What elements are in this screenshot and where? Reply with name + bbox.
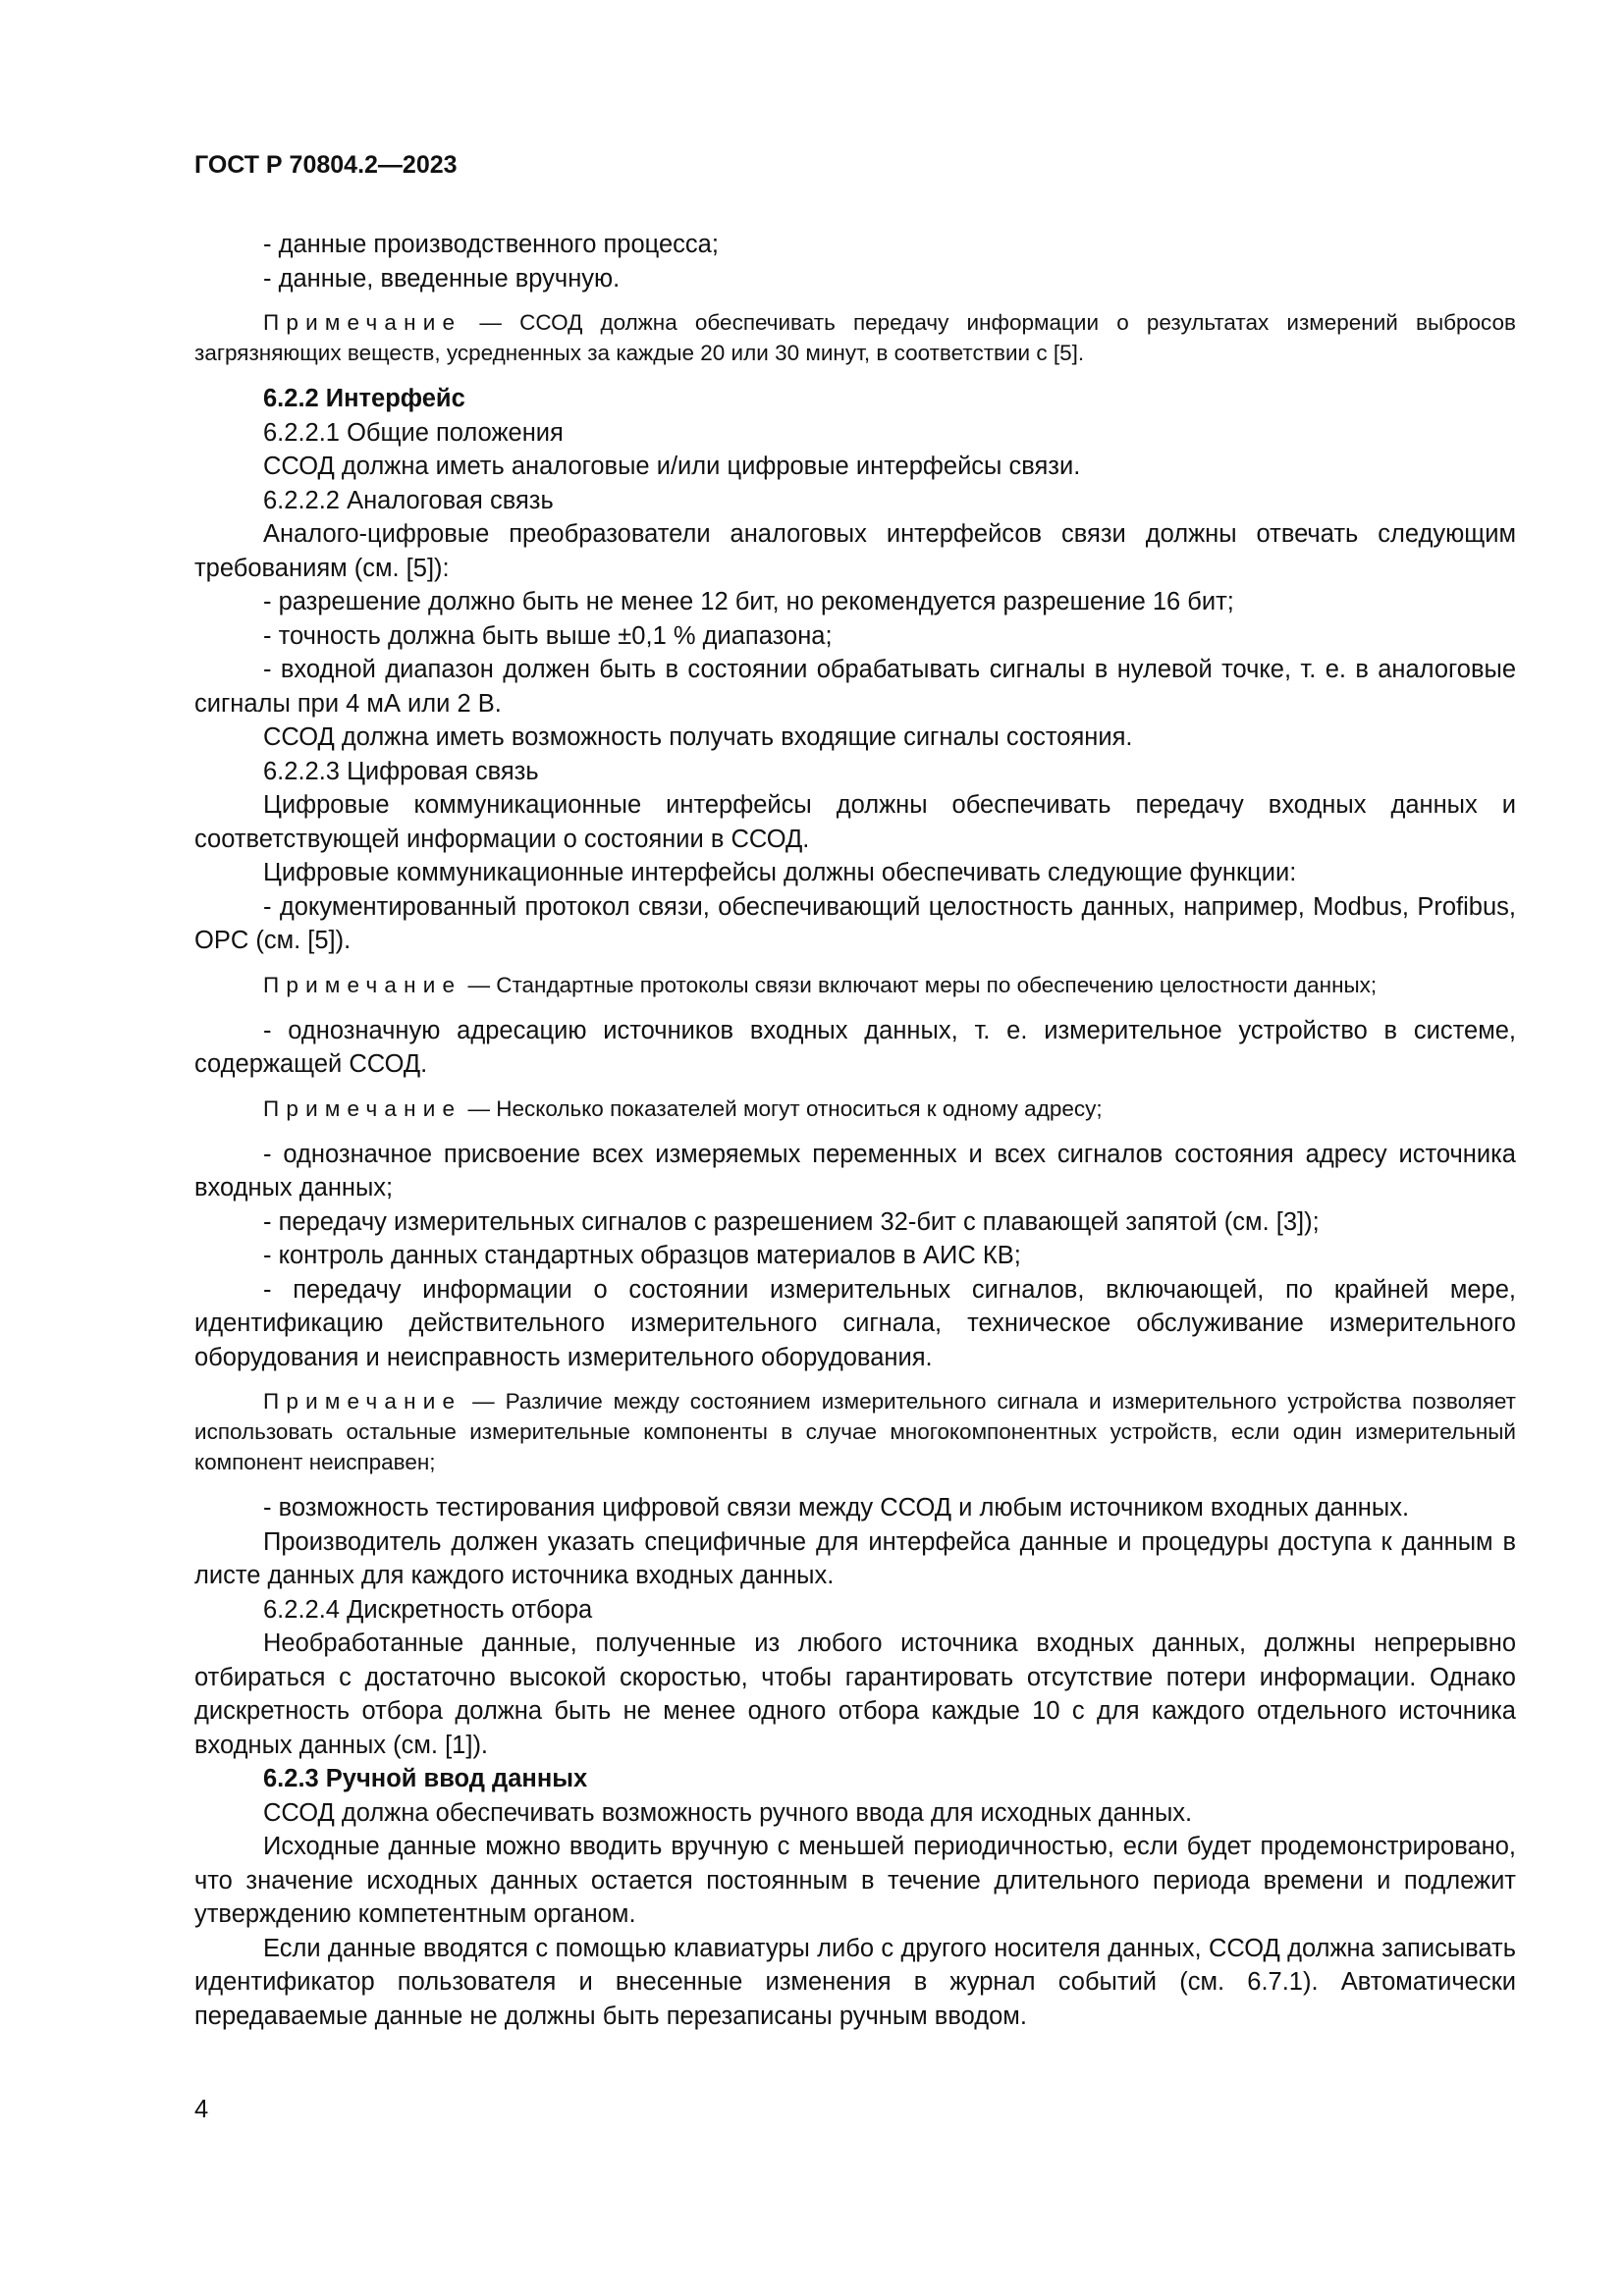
list-item: - возможность тестирования цифровой связи между ССОД и любым источником входных данных. <box>263 1494 1410 1522</box>
note-text: — Различие между состоянием измерительного сигнала и измерительного устройства позволяет использовать остальные измерительные компоненты в случае многокомпонентных устройств, если один измерительный компонент неисправен; <box>194 1389 1516 1474</box>
body-paragraph: ССОД должна иметь аналоговые и/или цифровые интерфейсы связи. <box>263 453 1081 480</box>
note-paragraph <box>194 307 1516 368</box>
note-paragraph <box>194 1094 1516 1124</box>
list-item: - документированный протокол связи, обеспечивающий целостность данных, например, Modbus, Profibus, OPC (см. [5]). <box>194 892 1516 954</box>
body-paragraph: Необработанные данные, полученные из любого источника входных данных, должны непрерывно отбираться с достаточно высокой скоростью, чтобы гарантировать отсутствие потери информации. Однако дискретность отбора должна быть не менее одного отбора каждые 10 с для каждого отдельного источника входных данных (см. [1]). <box>194 1629 1516 1759</box>
list-item: - передачу информации о состоянии измерительных сигналов, включающей, по крайней мере, идентификацию действительного измерительного сигнала, техническое обслуживание измерительного оборудования и неисправность измерительного оборудования. <box>194 1275 1516 1371</box>
list-item: - передачу измерительных сигналов с разрешением 32-бит с плавающей запятой (см. [3]); <box>263 1207 1320 1236</box>
note-label: Примечание <box>263 310 462 335</box>
note-text: — ССОД должна обеспечивать передачу информации о результатах измерений выбросов загрязняющих веществ, усредненных за каждые 20 или 30 минут, в соответствии с [5]. <box>194 310 1516 365</box>
page-number: 4 <box>194 2096 209 2123</box>
note-label: Примечание <box>263 972 462 997</box>
standard-code-header: ГОСТ Р 70804.2—2023 <box>194 151 458 179</box>
list-item: - данные производственного процесса; <box>263 231 719 258</box>
list-item: - однозначную адресацию источников входных данных, т. е. измерительное устройство в системе, содержащей ССОД. <box>194 1016 1516 1078</box>
list-item: - разрешение должно быть не менее 12 бит, но рекомендуется разрешение 16 бит; <box>263 588 1234 615</box>
list-item: - контроль данных стандартных образцов материалов в АИС КВ; <box>263 1242 1021 1269</box>
section-heading-6-2-3: 6.2.3 Ручной ввод данных <box>263 1765 588 1792</box>
subsection-title-6-2-2-2: 6.2.2.2 Аналоговая связь <box>263 486 554 514</box>
note-text: — Несколько показателей могут относиться к одному адресу; <box>461 1095 1103 1121</box>
note-label: Примечание <box>263 1389 462 1414</box>
document-page <box>194 145 1516 2033</box>
subsection-title-6-2-2-3: 6.2.2.3 Цифровая связь <box>263 757 539 785</box>
body-paragraph: Исходные данные можно вводить вручную с меньшей периодичностью, если будет продемонстрировано, что значение исходных данных остается постоянным в течение длительного периода времени и подлежит утверждению компетентным органом. <box>194 1833 1516 1928</box>
note-paragraph <box>194 970 1516 1000</box>
note-label: Примечание <box>263 1095 462 1121</box>
body-paragraph: Аналого-цифровые преобразователи аналоговых интерфейсов связи должны отвечать следующим требованиям (см. [5]): <box>194 520 1516 582</box>
list-item: - точность должна быть выше ±0,1 % диапазона; <box>263 621 833 650</box>
note-text: — Стандартные протоколы связи включают меры по обеспечению целостности данных; <box>461 972 1378 997</box>
body-paragraph: Производитель должен указать специфичные для интерфейса данные и процедуры доступа к данным в листе данных для каждого источника входных данных. <box>194 1527 1516 1589</box>
body-paragraph: ССОД должна обеспечивать возможность ручного ввода для исходных данных. <box>263 1798 1193 1827</box>
body-paragraph: Если данные вводятся с помощью клавиатуры либо с другого носителя данных, ССОД должна записывать идентификатор пользователя и внесенные изменения в журнал событий (см. 6.7.1). Автоматически передаваемые данные не должны быть перезаписаны ручным вводом. <box>194 1934 1516 2030</box>
body-paragraph: ССОД должна иметь возможность получать входящие сигналы состояния. <box>263 723 1133 751</box>
document-body <box>194 228 1516 2033</box>
subsection-title-6-2-2-4: 6.2.2.4 Дискретность отбора <box>263 1595 593 1624</box>
list-item: - однозначное присвоение всех измеряемых переменных и всех сигналов состояния адресу источника входных данных; <box>194 1140 1516 1201</box>
body-paragraph: Цифровые коммуникационные интерфейсы должны обеспечивать следующие функции: <box>263 859 1297 886</box>
note-paragraph <box>194 1386 1516 1477</box>
subsection-title-6-2-2-1: 6.2.2.1 Общие положения <box>263 418 564 447</box>
list-item: - входной диапазон должен быть в состоянии обрабатывать сигналы в нулевой точке, т. е. в аналоговые сигналы при 4 мА или 2 В. <box>194 656 1516 718</box>
body-paragraph: Цифровые коммуникационные интерфейсы должны обеспечивать передачу входных данных и соответствующей информации о состоянии в ССОД. <box>194 791 1516 853</box>
list-item: - данные, введенные вручную. <box>263 264 621 293</box>
section-heading-6-2-2: 6.2.2 Интерфейс <box>263 385 465 412</box>
